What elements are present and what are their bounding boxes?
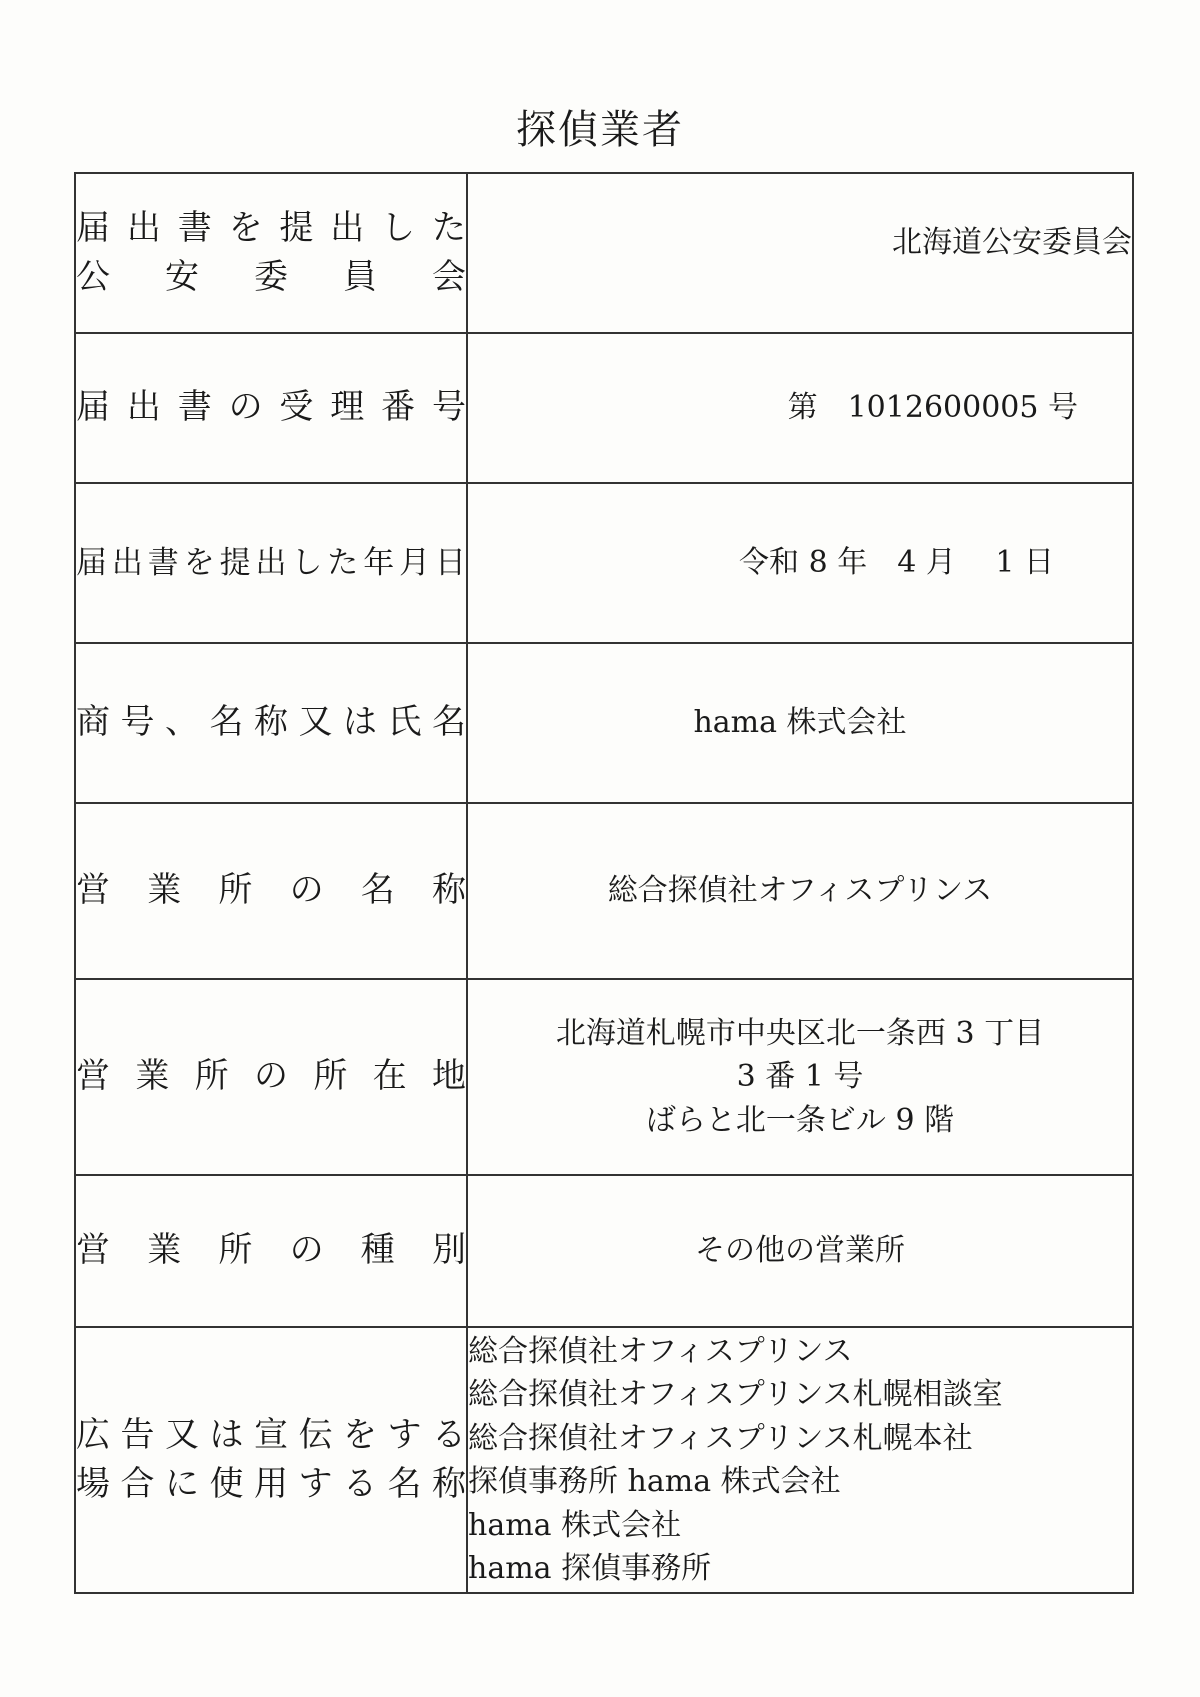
value-office-name: 総合探偵社オフィスプリンス bbox=[467, 803, 1133, 979]
table-row bbox=[75, 483, 1133, 643]
registration-table bbox=[74, 172, 1134, 1594]
label-receipt-number: 届出書の受理番号 bbox=[75, 333, 467, 483]
table-row bbox=[75, 803, 1133, 979]
value-submission-date: 令和 8 年 4 月 1 日 bbox=[467, 483, 1133, 643]
label-public-safety-commission: 届出書を提出した 公安委員会 bbox=[75, 173, 467, 333]
label-office-address: 営業所の所在地 bbox=[75, 979, 467, 1175]
label-office-type: 営業所の種別 bbox=[75, 1175, 467, 1327]
list-item: 探偵事務所 hama 株式会社 bbox=[468, 1464, 841, 1499]
label-office-name: 営業所の名称 bbox=[75, 803, 467, 979]
address-line: 3 番 1 号 bbox=[736, 1059, 864, 1095]
value-receipt-number: 第 1012600005 号 bbox=[467, 333, 1133, 483]
list-item: 総合探偵社オフィスプリンス札幌本社 bbox=[468, 1420, 973, 1456]
value-advertising-names bbox=[467, 1327, 1133, 1593]
value-public-safety-commission: 北海道公安委員会 bbox=[467, 173, 1133, 333]
value-office-address bbox=[467, 979, 1133, 1175]
address-line: 北海道札幌市中央区北一条西 3 丁目 bbox=[555, 1015, 1045, 1051]
document-title: 探偵業者 bbox=[516, 107, 684, 153]
table-row bbox=[75, 333, 1133, 483]
label-advertising-names: 広告又は宣伝をする 場合に使用する名称 bbox=[75, 1327, 467, 1593]
value-trade-name: hama 株式会社 bbox=[467, 643, 1133, 803]
table-row bbox=[75, 1175, 1133, 1327]
address-line: ばらと北一条ビル 9 階 bbox=[645, 1102, 955, 1138]
table-row bbox=[75, 979, 1133, 1175]
list-item: hama 株式会社 bbox=[468, 1507, 682, 1543]
table-row bbox=[75, 173, 1133, 333]
table-row bbox=[75, 1327, 1133, 1593]
list-item: 総合探偵社オフィスプリンス札幌相談室 bbox=[468, 1377, 1003, 1412]
label-trade-name: 商号、名称又は氏名 bbox=[75, 643, 467, 803]
value-office-type: その他の営業所 bbox=[467, 1175, 1133, 1327]
table-row bbox=[75, 643, 1133, 803]
list-item: 総合探偵社オフィスプリンス bbox=[468, 1333, 853, 1369]
label-submission-date: 届出書を提出した年月日 bbox=[75, 483, 467, 643]
list-item: hama 探偵事務所 bbox=[468, 1551, 712, 1586]
